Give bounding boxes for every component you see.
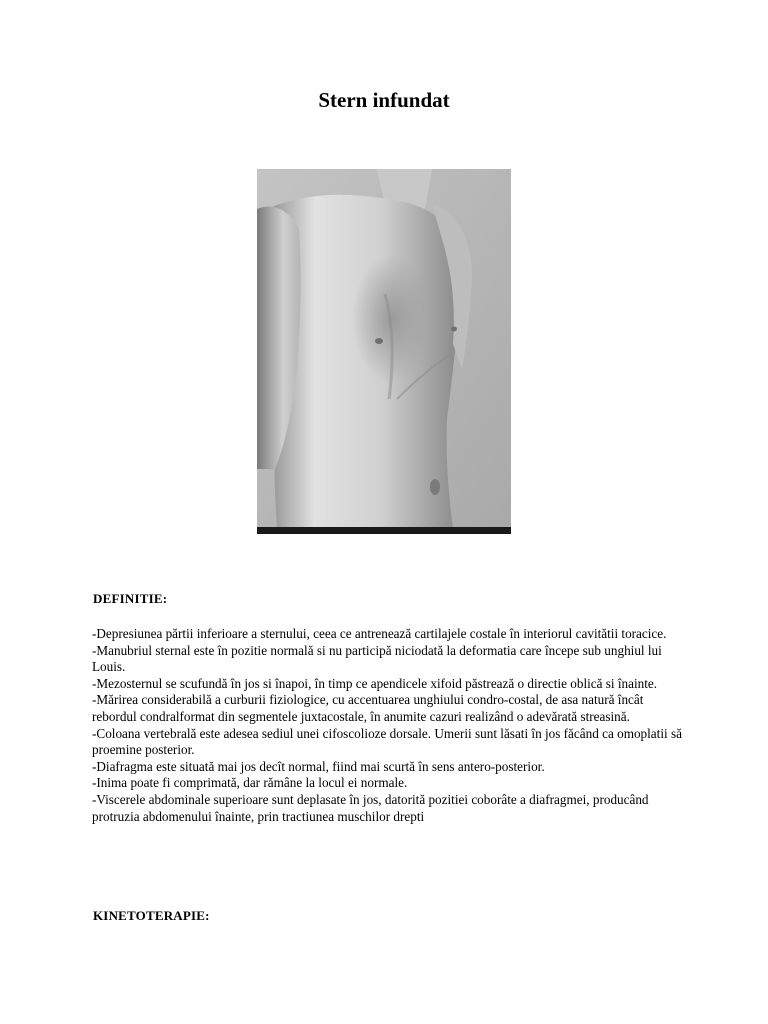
definitie-paragraph: -Mezosternul se scufundă în jos si înapoi, în timp ce apendicele xifoid păstrează o directie oblică si înainte. [92,675,658,691]
definitie-paragraph: -Viscerele abdominale superioare sunt deplasate în jos, datorită pozitiei coborâte a diafragmei, producând protruzia abdomenului înainte, prin tractiunea muschilor drepti [92,791,649,824]
definitie-paragraph: -Diafragma este situată mai jos decît normal, fiind mai scurtă în sens antero-posterior. [92,758,545,774]
definitie-heading: DEFINITIE: [93,591,168,606]
torso-photo [257,169,511,534]
page-title: Stern infundat [318,88,450,112]
kinetoterapie-heading: KINETOTERAPIE: [93,908,210,923]
definitie-paragraph: -Mărirea considerabilă a curburii fiziologice, cu accentuarea unghiului condro-costal, de asa natură încât rebordul condralformat din segmentele juxtacostale, în anumite cazuri realizând o adevărată streasină. [92,692,644,724]
definitie-body [92,626,682,825]
definitie-paragraph: -Depresiunea părtii inferioare a sternului, ceea ce antrenează cartilajele costale în interiorul cavitătii toracice. [92,626,667,641]
definitie-paragraph: -Inima poate fi comprimată, dar rămâne la locul ei normale. [92,775,408,791]
definitie-paragraph: -Manubriul sternal este în pozitie normală si nu participă niciodată la deformatia care începe sub unghiul lui Louis. [92,642,662,675]
definitie-paragraph: -Coloana vertebrală este adesea sediul unei cifoscolioze dorsale. Umerii sunt lăsati în jos făcând ca omoplatii să proemine posterior. [92,725,682,758]
